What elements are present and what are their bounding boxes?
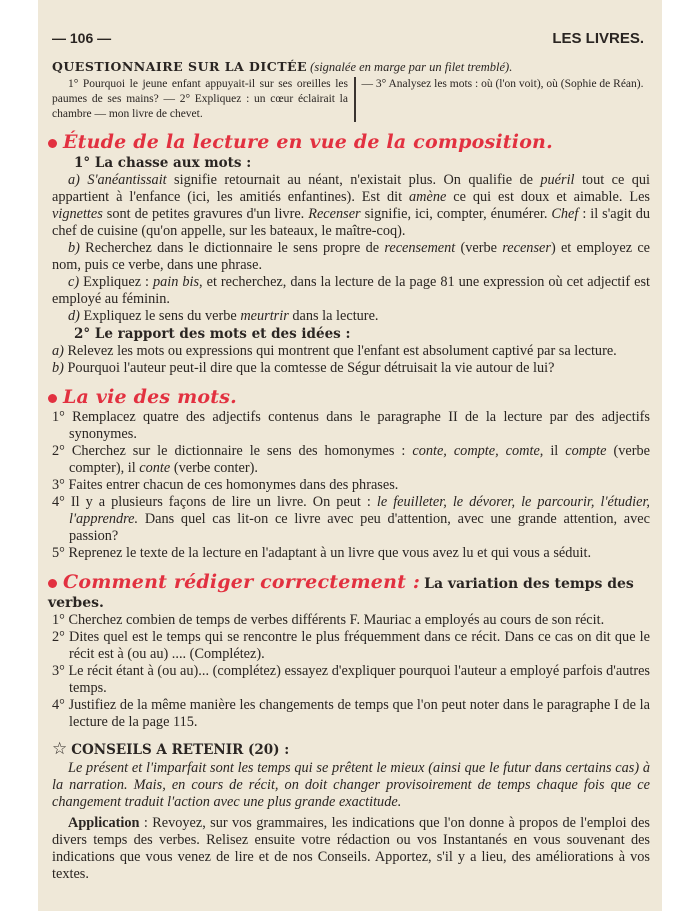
text-segment: Le présent et l'imparfait sont les temps qui se prêtent le mieux (ainsi que le futur dans certains cas) à la narration. Mais, en cours de récit, on doit changer provisoirement de temps chaque fois que ce changement traduit l'action avec une plus grande exactitude.	[52, 760, 650, 810]
text-segment: 1° Cherchez combien de temps de verbes différents F. Mauriac a employés au cours de son récit.	[52, 612, 605, 628]
text-segment: le feuilleter, le dévorer, le parcourir, l'étudier, l'apprendre.	[69, 494, 650, 527]
running-title: LES LIVRES.	[552, 30, 644, 47]
text-segment: 2° Dites quel est le temps qui se rencontre le plus fréquemment dans ce récit. Dans ce cas on dit que le récit est à (ou au) .... (Complétez).	[52, 629, 650, 662]
text-segment: Application	[68, 815, 140, 831]
text-segment: : Revoyez, sur vos grammaires, les indications que l'on donne à propos de l'emploi des divers temps des verbes. Relisez ensuite votre rédaction ou vos Instantanés en vous souvenant des indications que vous venez de lire et de nos Conseils. Apportez, s'il y a lieu, des améliorations à vos textes.	[52, 815, 650, 882]
text-segment: 1° Remplacez quatre des adjectifs contenus dans le paragraphe II de la lecture par des adjectifs synonymes.	[52, 409, 650, 442]
text-segment: 2° Cherchez sur le dictionnaire le sens des homonymes :	[52, 443, 413, 459]
text-segment: conte	[139, 460, 171, 476]
text-segment: recenser	[502, 240, 551, 256]
subheading-rapport: 2° Le rapport des mots et des idées :	[74, 326, 351, 342]
list-item	[52, 494, 650, 545]
text-segment: a)	[52, 343, 68, 359]
text-segment: Pourquoi l'auteur peut-il dire que la comtesse de Ségur détruisait la vie autour de lui?	[67, 360, 555, 376]
text-segment: 3° Le récit étant à (ou au)... (complétez) essayez d'expliquer pourquoi l'auteur a employé parfois d'autres temps.	[52, 663, 650, 696]
heading-text: CONSEILS A RETENIR (20) :	[71, 742, 290, 758]
dictee-title-line	[52, 59, 650, 75]
text-segment: signifie, ici, compter, énumérer.	[360, 206, 552, 222]
text-segment: ce qui est doux et aimable. Les	[446, 189, 650, 205]
section-heading-vie	[48, 385, 650, 409]
heading-text: Comment rédiger correctement :	[63, 571, 421, 593]
text-segment: a)	[68, 172, 88, 188]
list-item	[52, 409, 650, 443]
vie-list	[52, 409, 650, 562]
text-segment: 3° Faites entrer chacun de ces homonymes dans des phrases.	[52, 477, 399, 493]
list-item	[52, 545, 650, 562]
etude-body	[52, 154, 650, 377]
text-segment: puéril	[540, 172, 575, 188]
bullet-icon	[48, 579, 57, 588]
conseils-text	[52, 760, 650, 811]
text-segment: Expliquez :	[83, 274, 153, 290]
text-segment: vignettes	[52, 206, 103, 222]
text-segment: meurtrir	[240, 308, 289, 324]
text-segment: b)	[68, 240, 86, 256]
text-segment: dans la lecture.	[288, 308, 379, 324]
list-item	[52, 697, 650, 731]
page-header	[52, 30, 650, 47]
text-segment: b)	[52, 360, 68, 376]
list-item	[52, 612, 650, 629]
text-segment: : il s'agit du chef de cuisine (qu'on appelle, sur les bateaux, le maître-coq).	[52, 206, 651, 239]
text-segment: ) et employez ce nom, puis ce verbe, dans une phrase.	[52, 240, 651, 273]
list-item	[52, 477, 650, 494]
text-segment: (verbe compter), il	[69, 443, 650, 476]
paragraph-a	[52, 172, 650, 240]
text-segment: 5° Reprenez le texte de la lecture en l'adaptant à un livre que vous avez lu et qui vous a séduit.	[52, 545, 592, 561]
conseils-body	[52, 760, 650, 883]
text-segment: , et recherchez, dans la lecture de la page 81 une expression où cet adjectif est employé au féminin.	[52, 274, 650, 307]
star-outline-icon: ☆	[52, 739, 68, 758]
text-segment: pain bis	[152, 274, 200, 290]
dictee-col2: — 3° Analysez les mots : où (l'on voit), où (Sophie de Réan).	[361, 78, 644, 90]
text-segment: (verbe conter).	[170, 460, 258, 476]
paragraph-c	[52, 274, 650, 308]
text-segment: tout ce qui appartient à l'enfance (ici, les amitiés enfantines). Est dit	[52, 172, 650, 205]
text-segment: Chef	[551, 206, 579, 222]
paragraph-d	[52, 308, 650, 325]
text-segment: amène	[409, 189, 447, 205]
heading-text: La vie des mots.	[63, 386, 237, 408]
text-segment: (verbe	[455, 240, 503, 256]
heading-subtitle: La variation des temps des verbes.	[48, 576, 634, 611]
text-segment: Recenser	[308, 206, 361, 222]
bullet-icon	[48, 394, 57, 403]
text-segment: compte	[565, 443, 607, 459]
dictee-columns	[52, 77, 650, 122]
dictee-title: QUESTIONNAIRE SUR LA DICTÉE	[52, 59, 308, 74]
paragraph-b2	[52, 360, 650, 377]
list-item	[52, 629, 650, 663]
heading-text: Étude de la lecture en vue de la composition.	[63, 131, 553, 153]
text-segment: signifie retournait au néant, n'existait plus. On qualifie de	[166, 172, 541, 188]
text-segment: recensement	[384, 240, 456, 256]
page-number: — 106 —	[52, 30, 112, 46]
text-segment: 4° Il y a plusieurs façons de lire un livre. On peut :	[52, 494, 377, 510]
bullet-icon	[48, 139, 57, 148]
text-segment: c)	[68, 274, 84, 290]
text-segment: sont de petites gravures d'un livre.	[102, 206, 309, 222]
text-segment: S'anéantissait	[87, 172, 167, 188]
conseils-heading	[52, 739, 650, 760]
column-divider	[354, 77, 356, 122]
text-segment: d)	[68, 308, 84, 324]
text-segment: 4° Justifiez de la même manière les changements de temps que l'on peut noter dans le paragraphe I de la lecture de la page 115.	[52, 697, 650, 730]
paragraph-b	[52, 240, 650, 274]
text-segment: Recherchez dans le dictionnaire le sens propre de	[85, 240, 385, 256]
text-segment: Dans quel cas lit-on ce livre avec peu d'attention, avec une grande attention, avec passion?	[69, 511, 650, 544]
subheading-chasse: 1° La chasse aux mots :	[74, 155, 252, 171]
section-heading-comment	[48, 570, 650, 612]
list-item	[52, 663, 650, 697]
book-page	[38, 0, 662, 911]
dictee-col1: 1° Pourquoi le jeune enfant appuyait-il sur ses oreilles les paumes de ses mains? — 2° Expliquez : un cœur éclairait la chambre — mon livre de chevet.	[52, 78, 348, 120]
text-segment: il	[543, 443, 566, 459]
list-item	[52, 443, 650, 477]
section-heading-etude	[48, 130, 650, 154]
paragraph-a2	[52, 343, 650, 360]
text-segment: conte, compte, comte,	[412, 443, 544, 459]
comment-list	[52, 612, 650, 731]
application-text	[52, 815, 650, 883]
dictee-title-note: (signalée en marge par un filet tremblé).	[310, 60, 513, 74]
text-segment: Expliquez le sens du verbe	[83, 308, 241, 324]
text-segment: Relevez les mots ou expressions qui montrent que l'enfant est absolument captivé par sa lecture.	[67, 343, 617, 359]
